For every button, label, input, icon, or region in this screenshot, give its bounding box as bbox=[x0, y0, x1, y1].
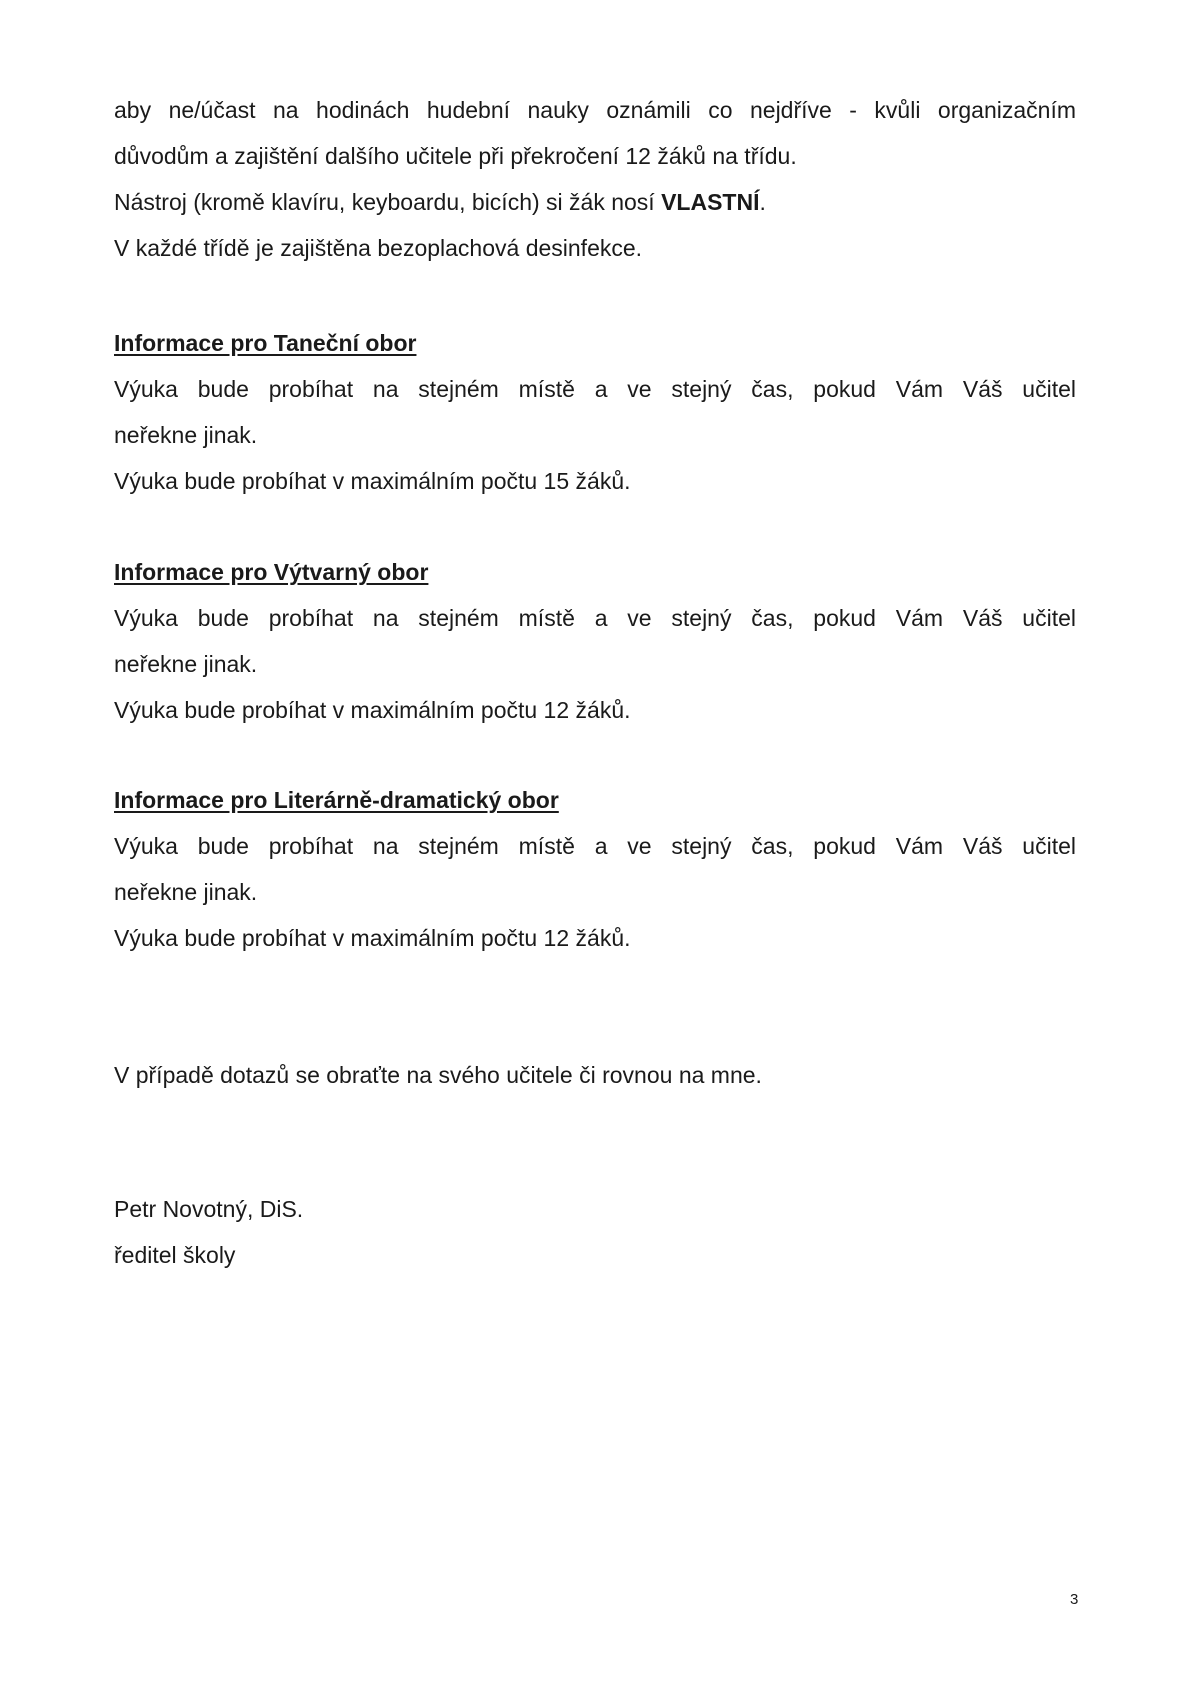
intro-line-1: aby ne/účast na hodinách hudební nauky oznámili co nejdříve - kvůli organizačním bbox=[114, 97, 1076, 123]
section-heading-art: Informace pro Výtvarný obor bbox=[114, 559, 429, 585]
signature-title: ředitel školy bbox=[114, 1242, 236, 1268]
section-heading-drama: Informace pro Literárně-dramatický obor bbox=[114, 787, 559, 813]
closing-text: V případě dotazů se obraťte na svého učitele či rovnou na mne. bbox=[114, 1062, 762, 1088]
section-art-line-1: Výuka bude probíhat na stejném místě a ve stejný čas, pokud Vám Váš učitel bbox=[114, 605, 1076, 631]
signature-name: Petr Novotný, DiS. bbox=[114, 1196, 304, 1222]
section-drama-line-2: neřekne jinak. bbox=[114, 879, 258, 905]
intro-line-3-prefix: Nástroj (kromě klavíru, keyboardu, bicích) si žák nosí bbox=[114, 189, 662, 215]
intro-line-4: V každé třídě je zajištěna bezoplachová desinfekce. bbox=[114, 235, 643, 261]
intro-line-3-bold: VLASTNÍ bbox=[661, 189, 760, 215]
section-dance-line-1: Výuka bude probíhat na stejném místě a ve stejný čas, pokud Vám Váš učitel bbox=[114, 376, 1076, 402]
intro-line-3 bbox=[114, 187, 1076, 217]
section-dance-line-2: neřekne jinak. bbox=[114, 422, 258, 448]
section-art-line-2: neřekne jinak. bbox=[114, 651, 258, 677]
section-art-line-3: Výuka bude probíhat v maximálním počtu 12 žáků. bbox=[114, 697, 631, 723]
section-drama-line-3: Výuka bude probíhat v maximálním počtu 12 žáků. bbox=[114, 925, 631, 951]
page-number: 3 bbox=[1070, 1591, 1079, 1608]
section-drama-line-1: Výuka bude probíhat na stejném místě a ve stejný čas, pokud Vám Váš učitel bbox=[114, 833, 1076, 859]
intro-line-2: důvodům a zajištění dalšího učitele při překročení 12 žáků na třídu. bbox=[114, 143, 797, 169]
section-heading-dance: Informace pro Taneční obor bbox=[114, 330, 417, 356]
section-dance-line-3: Výuka bude probíhat v maximálním počtu 15 žáků. bbox=[114, 468, 631, 494]
intro-line-3-suffix: . bbox=[759, 189, 766, 215]
